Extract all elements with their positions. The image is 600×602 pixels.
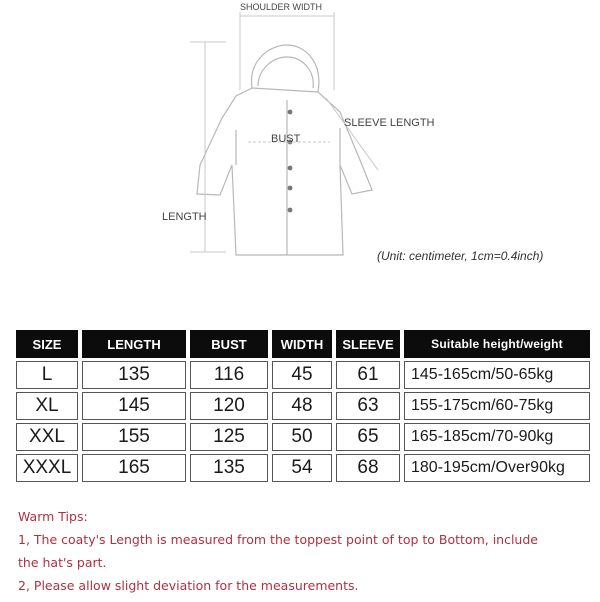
table-header-row [16,330,590,358]
raincoat-measurement-diagram [0,0,600,300]
cell-width: 50 [272,423,332,451]
cell-length: 135 [82,361,186,389]
tip-1: 1, The coaty's Length is measured from the toppest point of top to Bottom, include [18,532,538,547]
tips-title: Warm Tips: [18,509,88,524]
header-bust: BUST [190,330,268,358]
cell-size: XXL [16,423,78,451]
header-length: LENGTH [82,330,186,358]
cell-bust: 116 [190,361,268,389]
cell-length: 155 [82,423,186,451]
cell-bust: 120 [190,392,268,420]
cell-length: 165 [82,454,186,482]
cell-size: XXXL [16,454,78,482]
header-width: WIDTH [272,330,332,358]
header-height-weight: Suitable height/weight [404,330,590,358]
table-row [16,361,590,389]
sleeve-length-label: SLEEVE LENGTH [344,117,435,129]
size-chart-table [12,327,594,485]
unit-note: (Unit: centimeter, 1cm=0.4inch) [377,249,544,263]
cell-sleeve: 61 [336,361,400,389]
table-row [16,454,590,482]
length-label: LENGTH [162,211,207,223]
cell-height-weight: 155-175cm/60-75kg [404,392,590,420]
bust-label: BUST [271,133,301,145]
cell-size: L [16,361,78,389]
cell-bust: 125 [190,423,268,451]
shoulder-width-label: SHOULDER WIDTH [240,2,323,12]
cell-height-weight: 165-185cm/70-90kg [404,423,590,451]
cell-sleeve: 68 [336,454,400,482]
tip-2: 2, Please allow slight deviation for the measurements. [18,578,359,593]
cell-height-weight: 180-195cm/Over90kg [404,454,590,482]
cell-width: 48 [272,392,332,420]
cell-sleeve: 63 [336,392,400,420]
tip-1-continued: the hat's part. [18,555,107,570]
header-size: SIZE [16,330,78,358]
cell-width: 54 [272,454,332,482]
cell-bust: 135 [190,454,268,482]
cell-height-weight: 145-165cm/50-65kg [404,361,590,389]
cell-size: XL [16,392,78,420]
table-row [16,392,590,420]
cell-length: 145 [82,392,186,420]
cell-sleeve: 65 [336,423,400,451]
table-row [16,423,590,451]
header-sleeve: SLEEVE [336,330,400,358]
cell-width: 45 [272,361,332,389]
warm-tips [18,505,588,597]
